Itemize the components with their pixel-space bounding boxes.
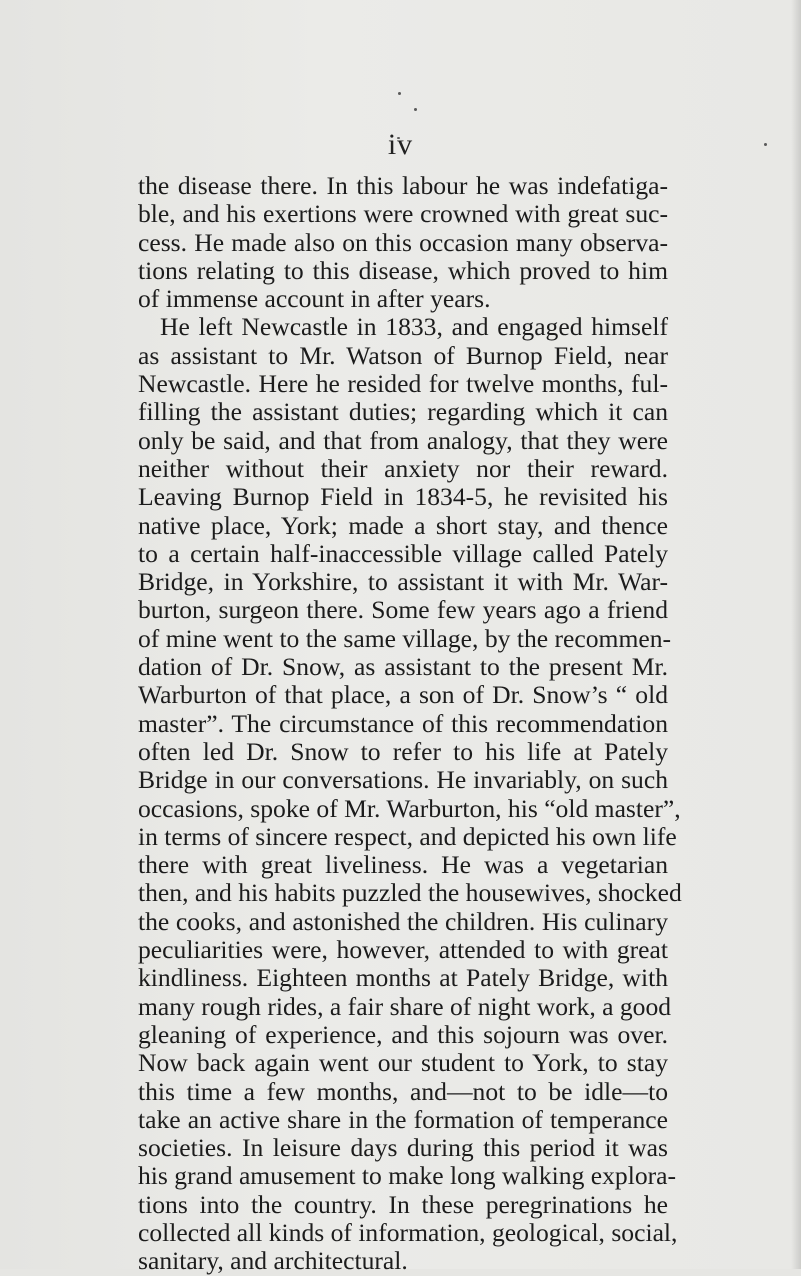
text-line: of immense account in after years. (138, 284, 491, 314)
text-line: peculiarities were, however, attended to with great (138, 935, 668, 965)
text-line: native place, York; made a short stay, and thence (138, 510, 668, 540)
text-line: often led Dr. Snow to refer to his life at Pately (138, 736, 668, 766)
text-line: cess. He made also on this occasion many observa- (138, 227, 668, 257)
text-line: Newcastle. Here he resided for twelve months, ful- (138, 369, 668, 399)
text-line: kindliness. Eighteen months at Pately Bridge, with (138, 963, 668, 993)
text-line: there with great liveliness. He was a vegetarian (138, 850, 668, 880)
text-line: gleaning of experience, and this sojourn was over. (138, 1019, 668, 1049)
text-line: then, and his habits puzzled the housewives, shocked (138, 878, 682, 908)
text-line: Warburton of that place, a son of Dr. Snow’s “ old (138, 680, 668, 710)
text-line: take an active share in the formation of temperance (138, 1104, 668, 1134)
text-line: this time a few months, and—not to be idle—to (138, 1076, 668, 1106)
body-text (138, 171, 682, 1276)
text-line: He left Newcastle in 1833, and engaged himself (160, 312, 668, 342)
text-line: of mine went to the same village, by the recommen- (138, 623, 672, 653)
text-line: Leaving Burnop Field in 1834-5, he revisited his (138, 482, 668, 512)
scan-speck (414, 108, 417, 111)
text-line: in terms of sincere respect, and depicted his own life (138, 821, 677, 851)
text-line: societies. In leisure days during this period it was (138, 1133, 668, 1163)
text-line: neither without their anxiety nor their reward. (138, 453, 668, 483)
text-line: Bridge in our conversations. He invariably, on such (138, 765, 668, 795)
page-number: iv (387, 128, 414, 161)
text-line: the disease there. In this labour he was indefatiga- (138, 171, 668, 200)
scan-speck (398, 92, 401, 95)
text-line: collected all kinds of information, geological, social, (138, 1217, 678, 1247)
text-line: Bridge, in Yorkshire, to assistant it with Mr. War- (138, 567, 668, 597)
text-line: many rough rides, a fair share of night work, a good (138, 991, 672, 1021)
text-line: as assistant to Mr. Watson of Burnop Field, near (138, 340, 668, 370)
text-line: ble, and his exertions were crowned with great suc- (138, 199, 668, 229)
text-line: Now back again went our student to York, to stay (138, 1048, 668, 1078)
text-line: master”. The circumstance of this recommendation (138, 708, 668, 738)
text-line: his grand amusement to make long walking explora- (138, 1161, 677, 1191)
text-line: the cooks, and astonished the children. His culinary (138, 906, 668, 936)
text-line: to a certain half-inaccessible village called Pately (138, 538, 668, 568)
text-line: tions into the country. In these peregrinations he (138, 1189, 668, 1219)
text-line: tions relating to this disease, which proved to him (138, 255, 668, 285)
text-line: sanitary, and architectural. (138, 1246, 408, 1276)
page-edge-shadow (791, 0, 801, 1269)
text-line: dation of Dr. Snow, as assistant to the present Mr. (138, 652, 668, 682)
text-line: filling the assistant duties; regarding which it can (138, 397, 668, 427)
text-line: only be said, and that from analogy, that they were (138, 425, 668, 455)
text-line: occasions, spoke of Mr. Warburton, his “old master”, (138, 793, 681, 823)
text-line: burton, surgeon there. Some few years ago a friend (138, 595, 668, 625)
